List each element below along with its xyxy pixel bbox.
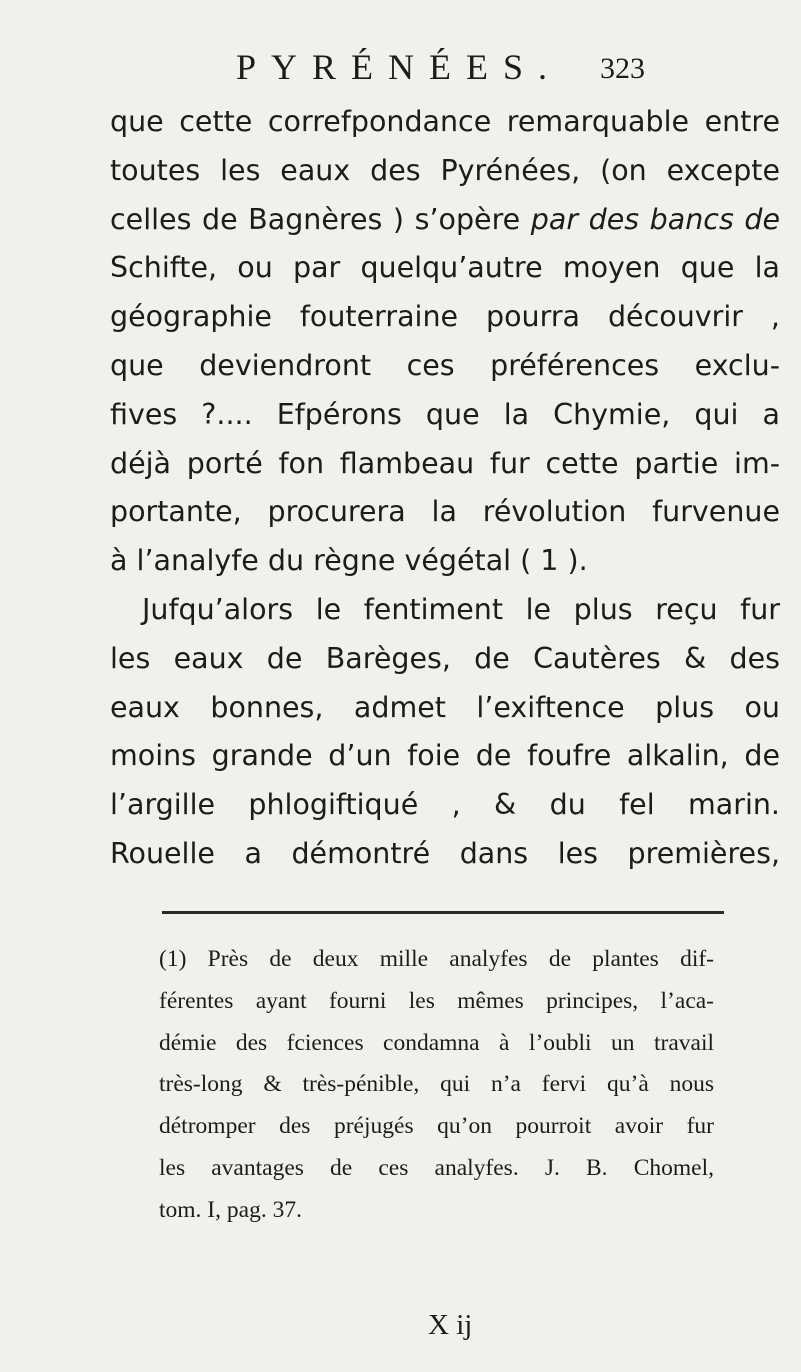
footnote [159, 939, 714, 1232]
running-head: PYRÉNÉES. [236, 47, 563, 87]
text-line: Jufqu’alors le fentiment le plus reçu fur [142, 592, 780, 626]
text-line: eaux bonnes, admet l’exiftence plus ou [110, 690, 780, 724]
footnote-line: les avantages de ces analyfes. J. B. Chomel, [159, 1154, 714, 1181]
page-header [0, 42, 801, 92]
text-line: que deviendront ces préférences exclu- [110, 348, 780, 382]
text-line: les eaux de Barèges, de Cautères & des [110, 641, 780, 675]
italic-phrase: par des bancs de [530, 202, 780, 236]
footnote-line: démie des fciences condamna à l’oubli un travail [159, 1029, 714, 1056]
text-line: moins grande d’un foie de foufre alkalin, de [110, 739, 780, 773]
text-line: déjà porté fon flambeau fur cette partie im- [110, 446, 780, 480]
footnote-line: (1) Près de deux mille analyfes de plantes dif- [159, 946, 714, 972]
footnote-line: tom. I, pag. 37. [159, 1196, 302, 1223]
text-line: géographie fouterraine pourra découvrir , [110, 300, 780, 334]
footnote-line: férentes ayant fourni les mêmes principes, l’aca- [159, 987, 714, 1014]
text-line: Rouelle a démontré dans les premières, [110, 836, 780, 870]
text-fragment: celles de Bagnères ) s’opère [110, 202, 531, 236]
text-line: toutes les eaux des Pyrénées, (on excepte [110, 153, 780, 187]
text-line: à l’analyfe du règne végétal ( 1 ). [110, 544, 588, 578]
text-line: fives ?.... Efpérons que la Chymie, qui a [110, 397, 780, 431]
page-number: 323 [600, 52, 645, 85]
footnote-line: détromper des préjugés qu’on pourroit avoir fur [159, 1113, 714, 1140]
main-text [110, 98, 780, 879]
footnote-divider [162, 911, 724, 914]
text-line: l’argille phlogiftiqué , & du fel marin. [110, 788, 780, 822]
text-line: Schifte, ou par quelqu’autre moyen que la [110, 251, 780, 285]
text-line: que cette correfpondance remarquable entre [110, 105, 780, 138]
text-line: portante, procurera la révolution furvenue [110, 495, 780, 529]
signature-mark: X ij [428, 1309, 473, 1341]
text-line [110, 196, 780, 245]
footnote-line: très-long & très-pénible, qui n’a fervi qu’à nous [159, 1071, 714, 1098]
